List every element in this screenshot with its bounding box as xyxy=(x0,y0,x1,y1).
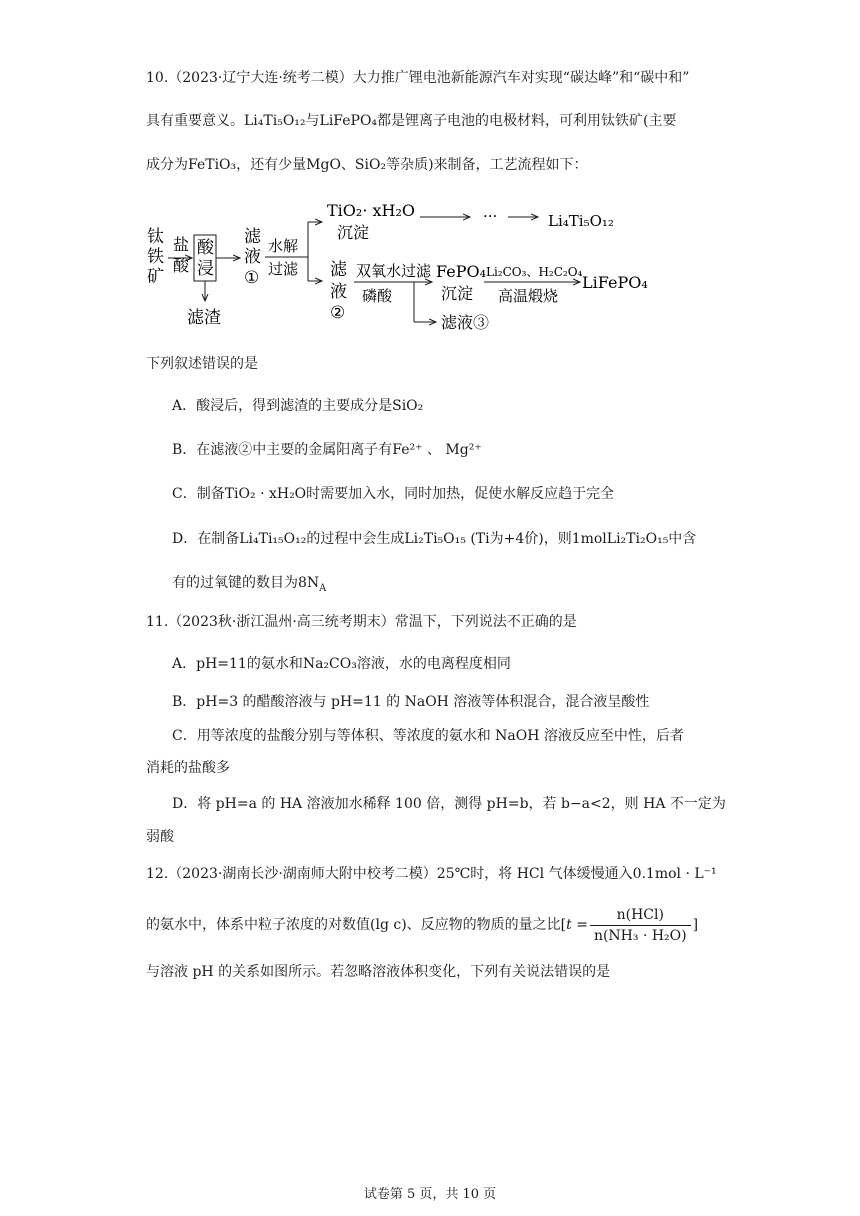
ore-label-1: 钛 xyxy=(147,227,164,247)
residue-label: 滤渣 xyxy=(187,308,221,328)
q10-line1: 10.（2023·辽宁大连·统考二模）大力推广锂电池新能源汽车对实现“碳达峰”和“碳中和” xyxy=(146,70,690,86)
q10-option-c: C．制备TiO₂ · xH₂O时需要加入水，同时加热，促使水解反应趋于完全 xyxy=(172,486,615,502)
ratio-fraction xyxy=(590,905,691,946)
q10-line2-c: 都是锂离子电池的电极材料，可利用钛铁矿(主要 xyxy=(377,113,677,129)
process-flow-diagram xyxy=(140,195,680,340)
q12-line2 xyxy=(146,903,698,947)
q12-line2-a: 的氨水中，体系中粒子浓度的对数值(lg c)、反应物的物质的量之比[ xyxy=(146,917,567,933)
q11-option-d-line2: 弱酸 xyxy=(146,829,174,845)
q11-option-b: B．pH=3 的醋酸溶液与 pH=11 的 NaOH 溶液等体积混合，混合液呈酸性 xyxy=(172,694,650,710)
filter2-label: 过滤 xyxy=(401,262,432,280)
q10-line2-b: 与 xyxy=(305,113,320,129)
formula-fetio3: FeTiO₃ xyxy=(188,157,237,173)
q10-line3-c: 、 xyxy=(340,157,355,173)
filter1-label: 过滤 xyxy=(268,260,299,278)
leach-label-1: 酸 xyxy=(197,238,214,258)
q11-option-d-line1: D．将 pH=a 的 HA 溶液加水稀释 100 倍，测得 pH=b，若 b−a<2，则 HA 不一定为 xyxy=(172,796,726,812)
filtrate2-label-3: ② xyxy=(330,303,346,323)
q12-head: 12.（2023·湖南长沙·湖南师大附中校考二模）25℃时，将 HCl 气体缓慢通入0.1mol · L⁻¹ xyxy=(146,866,717,882)
filtrate2-label-2: 液 xyxy=(330,282,347,302)
q11-option-c-line2: 消耗的盐酸多 xyxy=(146,760,230,776)
q10-option-d-text: 有的过氧键的数目为8N xyxy=(172,575,320,591)
filtrate1-label-1: 滤 xyxy=(244,227,261,247)
q10-line2-a: 具有重要意义。 xyxy=(146,113,244,129)
calcine-label: 高温煅烧 xyxy=(498,287,559,305)
tio2-ppt-label: 沉淀 xyxy=(337,223,370,242)
q10-line3-a: 成分为 xyxy=(146,157,188,173)
leach-label-2: 浸 xyxy=(197,259,214,279)
reagents-label: Li₂CO₃、H₂C₂O₄ xyxy=(486,265,583,279)
acid-label-1: 盐 xyxy=(173,235,190,254)
q11-option-c-line1: C．用等浓度的盐酸分别与等体积、等浓度的氨水和 NaOH 溶液反应至中性，后者 xyxy=(172,728,684,744)
q10-option-b-text: B．在滤液②中主要的金属阳离子有 xyxy=(172,442,393,458)
q11-option-a: A．pH=11的氨水和Na₂CO₃溶液，水的电离程度相同 xyxy=(172,656,511,672)
q12-line3: 与溶液 pH 的关系如图所示。若忽略溶液体积变化，下列有关说法错误的是 xyxy=(146,964,611,980)
q10-option-a: A．酸浸后，得到滤渣的主要成分是SiO₂ xyxy=(172,398,424,414)
q10-stem: 下列叙述错误的是 xyxy=(146,356,258,372)
q10-option-d-line1: D．在制备Li₄Ti₁₅O₁₂的过程中会生成Li₂Ti₅O₁₅ (Ti为+4价)，则1molLi₂Ti₂O₁₅中含 xyxy=(172,531,697,547)
ore-label-2: 铁 xyxy=(147,247,164,267)
filtrate2-label-1: 滤 xyxy=(330,260,347,280)
q10-option-d-line2 xyxy=(172,573,326,599)
t-equals: t = xyxy=(566,917,588,933)
q11-head: 11.（2023秋·浙江温州·高三统考期末）常温下，下列说法不正确的是 xyxy=(146,614,577,630)
filtrate1-label-3: ① xyxy=(244,268,260,288)
q10-line3-b: ，还有少量 xyxy=(236,157,307,173)
tio2-label: TiO₂· xH₂O xyxy=(327,201,415,220)
li4ti5o12-label: Li₄Ti₅O₁₂ xyxy=(548,212,614,230)
page-footer: 试卷第 5 页，共 10 页 xyxy=(363,1187,497,1202)
q10-line2 xyxy=(146,111,677,131)
formula-sio2: SiO₂ xyxy=(354,157,387,173)
q10-line3 xyxy=(146,155,588,175)
q10-option-b xyxy=(172,440,482,460)
hydrolysis-label: 水解 xyxy=(268,237,299,255)
q10-line3-d: 等杂质)来制备，工艺流程如下： xyxy=(386,157,588,173)
h3po4-label: 磷酸 xyxy=(362,287,393,305)
filtrate1-label-2: 液 xyxy=(244,247,261,267)
h2o2-label: 双氧水 xyxy=(356,262,402,280)
q12-line2-b: ] xyxy=(692,917,699,933)
fraction-denominator: n(NH₃ · H₂O) xyxy=(593,927,687,944)
fraction-numerator: n(HCl) xyxy=(590,905,691,926)
formula-lifepo4: LiFePO₄ xyxy=(319,113,378,129)
avogadro-subscript: A xyxy=(319,582,327,594)
formula-mgo: MgO xyxy=(306,157,341,173)
q10-option-b-ions: Fe²⁺ 、 Mg²⁺ xyxy=(392,442,482,458)
filtrate3-label: 滤液③ xyxy=(441,313,490,332)
formula-li4ti5o12: Li₄Ti₅O₁₂ xyxy=(244,113,306,129)
ellipsis-label: ··· xyxy=(483,207,498,225)
fepo4-ppt-label: 沉淀 xyxy=(441,284,474,303)
lifepo4-label: LiFePO₄ xyxy=(582,273,648,292)
acid-label-2: 酸 xyxy=(173,256,190,275)
ore-label-3: 矿 xyxy=(147,267,164,287)
fepo4-label: FePO₄ xyxy=(436,262,486,281)
